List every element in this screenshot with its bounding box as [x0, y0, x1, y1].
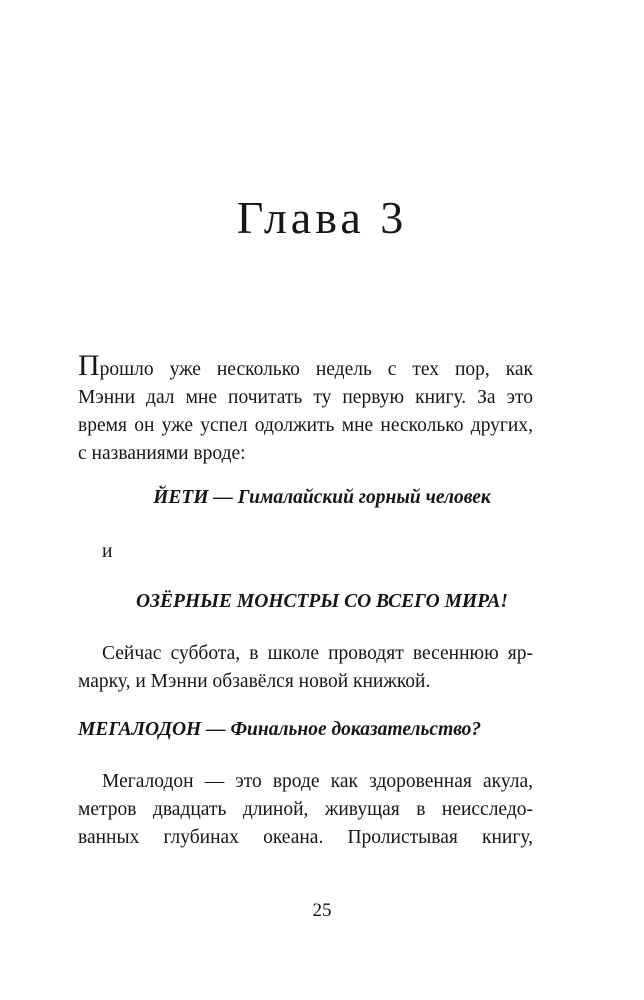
paragraph-line: марку, и Мэнни обзавёлся новой книжкой. — [78, 671, 431, 692]
book-title-lake-monsters: ОЗЁРНЫЕ МОНСТРЫ СО ВСЕГО МИРА! — [136, 591, 508, 612]
paragraph-line-text: рошло уже несколько недель с тех пор, как — [99, 359, 533, 380]
chapter-title: Глава 3 — [236, 192, 408, 243]
page-number: 25 — [312, 900, 332, 921]
paragraph-line: время он уже успел одолжить мне несколько других, — [78, 415, 533, 436]
paragraph-1 — [78, 349, 533, 468]
conjunction: и — [102, 541, 113, 562]
paragraph-line: Мэнни дал мне почитать ту первую книгу. За это — [78, 387, 533, 408]
paragraph-line: с названиями вроде: — [78, 443, 246, 464]
paragraph-line — [78, 349, 533, 384]
drop-cap: П — [78, 349, 100, 382]
paragraph-line: ванных глубинах океана. Пролистывая книгу, — [78, 827, 533, 848]
book-title-yeti: ЙЕТИ — Гималайский горный человек — [153, 487, 491, 508]
paragraph-line: Сейчас суббота, в школе проводят весеннюю яр- — [102, 643, 533, 664]
paragraph-3 — [78, 768, 533, 852]
paragraph-2 — [78, 640, 533, 696]
book-title-megalodon: МЕГАЛОДОН — Финальное доказательство? — [78, 719, 482, 740]
paragraph-line: метров двадцать длиной, живущая в неисследо- — [78, 799, 533, 820]
paragraph-line: Мегалодон — это вроде как здоровенная акула, — [102, 771, 533, 792]
